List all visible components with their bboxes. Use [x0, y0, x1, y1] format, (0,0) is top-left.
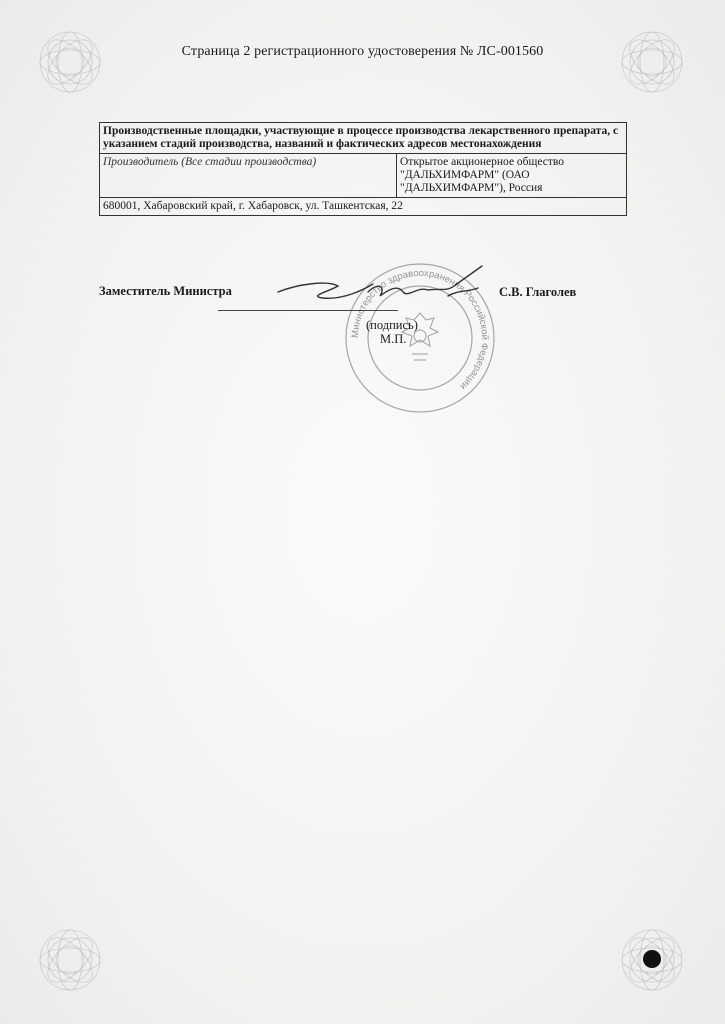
- page-header: Страница 2 регистрационного удостоверения № ЛС-001560: [181, 44, 544, 59]
- table-heading: Производственные площадки, участвующие в процессе производства лекарственного препарата, с указанием стадий производства, названий и фактических адресов местонахождения: [100, 123, 627, 154]
- manufacturer-value-cell: Открытое акционерное общество "ДАЛЬХИМФАРМ" (ОАО "ДАЛЬХИМФАРМ"), Россия: [397, 154, 627, 198]
- stamp-text: Министерство здравоохранения Российской Федерации: [349, 267, 491, 392]
- hole-punch-mark: [643, 950, 661, 968]
- address-cell: 680001, Хабаровский край, г. Хабаровск, ул. Ташкентская, 22: [100, 198, 627, 216]
- production-sites-table: [99, 122, 627, 216]
- corner-ornament-top-left: [30, 22, 110, 102]
- signature-line: [218, 310, 398, 311]
- signer-role: Заместитель Министра: [99, 284, 232, 298]
- signature-caption: (подпись): [366, 318, 418, 332]
- corner-ornament-bottom-left: [30, 920, 110, 1000]
- manufacturer-label-cell: Производитель (Все стадии производства): [100, 154, 397, 198]
- signer-name: С.В. Глаголев: [499, 285, 577, 299]
- stamp-caption: М.П.: [380, 332, 407, 346]
- corner-ornament-top-right: [612, 22, 692, 102]
